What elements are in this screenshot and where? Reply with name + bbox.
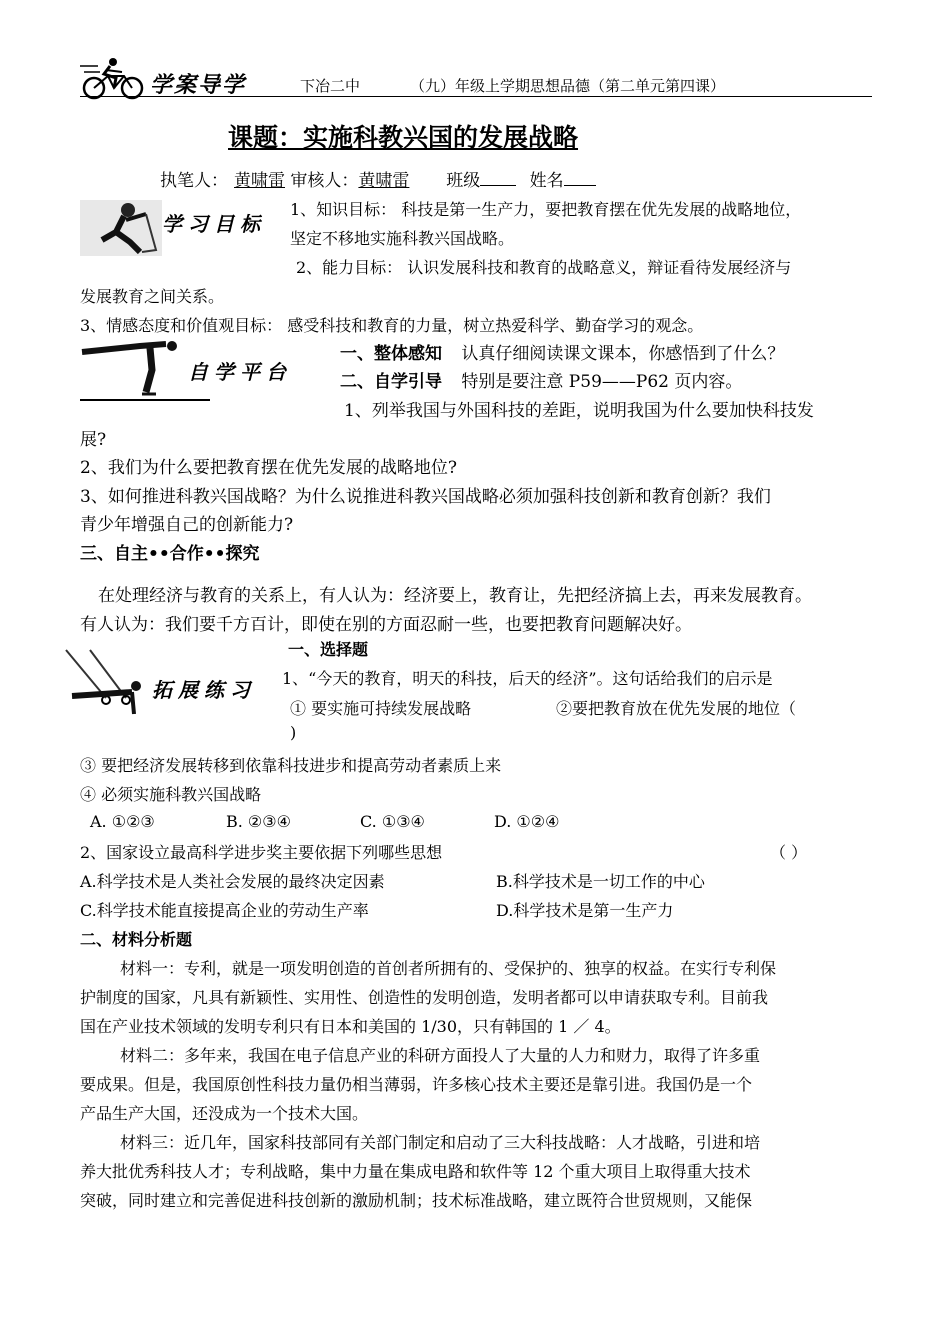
study-question-2: 2、我们为什么要把教育摆在优先发展的战略地位? — [80, 458, 457, 478]
self-study-1 — [340, 339, 784, 364]
mc-q2-choice-c[interactable]: C.科学技术能直接提高企业的劳动生产率 — [80, 901, 369, 920]
mc-q1-option-4: ④ 必须实施科教兴国战略 — [80, 785, 262, 804]
name-blank[interactable] — [564, 185, 596, 186]
practice-badge: 拓展练习 — [152, 678, 256, 702]
material-1-line-1: 材料一：专利，就是一项发明创造的首创者所拥有的、受保护的、独享的权益。在实行专利保 — [120, 959, 777, 978]
self-study-2-head: 二、自学引导 — [340, 372, 442, 392]
mc-q2-choice-d[interactable]: D.科学技术是第一生产力 — [496, 901, 674, 920]
mc-q1-option-2: ②要把教育放在优先发展的地位（ — [556, 699, 797, 718]
explore-paragraph: 在处理经济与教育的关系上，有人认为：经济要上，教育让，先把经济搞上去，再来发展教育。 — [98, 586, 812, 606]
goal-1-cont: 坚定不移地实施科教兴国战略。 — [290, 229, 515, 248]
material-2-line-1: 材料二：多年来，我国在电子信息产业的科研方面投人了大量的人力和财力，取得了许多重 — [120, 1046, 761, 1065]
header-school: 下冶二中 — [300, 77, 361, 95]
reviewer-name: 黄啸雷 — [358, 171, 410, 191]
mc-q1-choice-b[interactable]: B. ②③④ — [226, 812, 291, 831]
mc-q1-option-3: ③ 要把经济发展转移到依靠科技进步和提高劳动者素质上来 — [80, 756, 502, 775]
mc-question-1: 1、“今天的教育，明天的科技，后天的经济”。这句话给我们的启示是 — [282, 669, 773, 688]
hockey-player-icon — [80, 200, 162, 256]
material-3-line-2: 养大批优秀科技人才；专利战略，集中力量在集成电路和软件等 12 个重大项目上取得重大技术 — [80, 1162, 751, 1181]
analysis-heading: 二、材料分析题 — [80, 930, 193, 949]
self-study-2 — [340, 367, 742, 392]
explore-paragraph-cont: 有人认为：我们要千方百计，即使在别的方面忍耐一些，也要把教育问题解决好。 — [80, 615, 692, 635]
class-label: 班级 — [446, 171, 481, 191]
study-question-3: 3、如何推进科教兴国战略？为什么说推进科教兴国战略必须加强科技创新和教育创新？我们 — [80, 487, 771, 507]
mc-q1-choice-d[interactable]: D. ①②④ — [494, 812, 560, 831]
self-study-1-head: 一、整体感知 — [340, 344, 442, 364]
goal-2-cont: 发展教育之间关系。 — [80, 287, 225, 306]
study-question-1: 1、列举我国与外国科技的差距，说明我国为什么要加快科技发 — [344, 401, 814, 421]
mc-q2-choice-b[interactable]: B.科学技术是一切工作的中心 — [496, 872, 705, 891]
cyclist-logo-icon — [80, 56, 146, 100]
mc-q1-option-1: ① 要实施可持续发展战略 — [290, 699, 472, 718]
goal-1: 1、知识目标： 科技是第一生产力，要把教育摆在优先发展的战略地位， — [290, 200, 802, 219]
material-2-line-3: 产品生产大国，还没成为一个技术大国。 — [80, 1104, 369, 1123]
self-study-1-text: 认真仔细阅读课文课本，你感悟到了什么？ — [461, 344, 785, 364]
reviewer-label: 审核人： — [290, 171, 359, 191]
mc-question-2: 2、国家设立最高科学进步奖主要依据下列哪些思想 — [80, 843, 443, 862]
header-rule — [80, 96, 872, 97]
goal-2: 2、能力目标： 认识发展科技和教育的战略意义，辩证看待发展经济与 — [296, 258, 792, 277]
mc-q1-choice-a[interactable]: A. ①②③ — [90, 812, 155, 831]
rings-gymnast-icon — [62, 648, 154, 718]
header-logo-text: 学案导学 — [150, 73, 247, 98]
explore-heading: 三、自主••合作••探究 — [80, 544, 260, 564]
author-name: 黄啸雷 — [234, 171, 285, 191]
material-1-line-3: 国在产业技术领域的发明专利只有日本和美国的 1/30，只有韩国的 1 ／ 4。 — [80, 1017, 621, 1036]
study-question-3-cont: 青少年增强自己的创新能力? — [80, 515, 294, 535]
class-blank[interactable] — [480, 185, 516, 186]
mc-q1-answer-paren[interactable]: ) — [290, 723, 297, 742]
mc-heading: 一、选择题 — [288, 640, 369, 659]
mc-q1-choice-c[interactable]: C. ①③④ — [360, 812, 425, 831]
author-line — [160, 166, 596, 191]
mc-q2-answer-paren[interactable]: （ ） — [770, 843, 808, 862]
material-3-line-1: 材料三：近几年，国家科技部同有关部门制定和启动了三大科技战略：人才战略，引进和培 — [120, 1133, 761, 1152]
goals-badge: 学习目标 — [162, 212, 266, 236]
self-study-badge: 自学平台 — [188, 360, 292, 384]
page-title: 课题：实施科教兴国的发展战略 — [228, 123, 579, 152]
self-study-2-text: 特别是要注意 P59——P62 页内容。 — [461, 372, 743, 392]
material-2-line-2: 要成果。但是，我国原创性科技力量仍相当薄弱，许多核心技术主要还是靠引进。我国仍是一个 — [80, 1075, 753, 1094]
material-1-line-2: 护制度的国家，凡具有新颖性、实用性、创造性的发明创造，发明者都可以申请获取专利。目前我 — [80, 988, 769, 1007]
name-label: 姓名 — [529, 171, 564, 191]
study-question-1-cont: 展? — [80, 430, 107, 450]
mc-q2-choice-a[interactable]: A.科学技术是人类社会发展的最终决定因素 — [80, 872, 385, 891]
goal-3: 3、情感态度和价值观目标： 感受科技和教育的力量，树立热爱科学、勤奋学习的观念。 — [80, 316, 704, 335]
material-3-line-3: 突破，同时建立和完善促进科技创新的激励机制；技术标准战略，建立既符合世贸规则，又能保 — [80, 1191, 753, 1210]
header-course: （九）年级上学期思想品德（第二单元第四课） — [410, 77, 726, 95]
author-label: 执笔人： — [160, 171, 228, 191]
